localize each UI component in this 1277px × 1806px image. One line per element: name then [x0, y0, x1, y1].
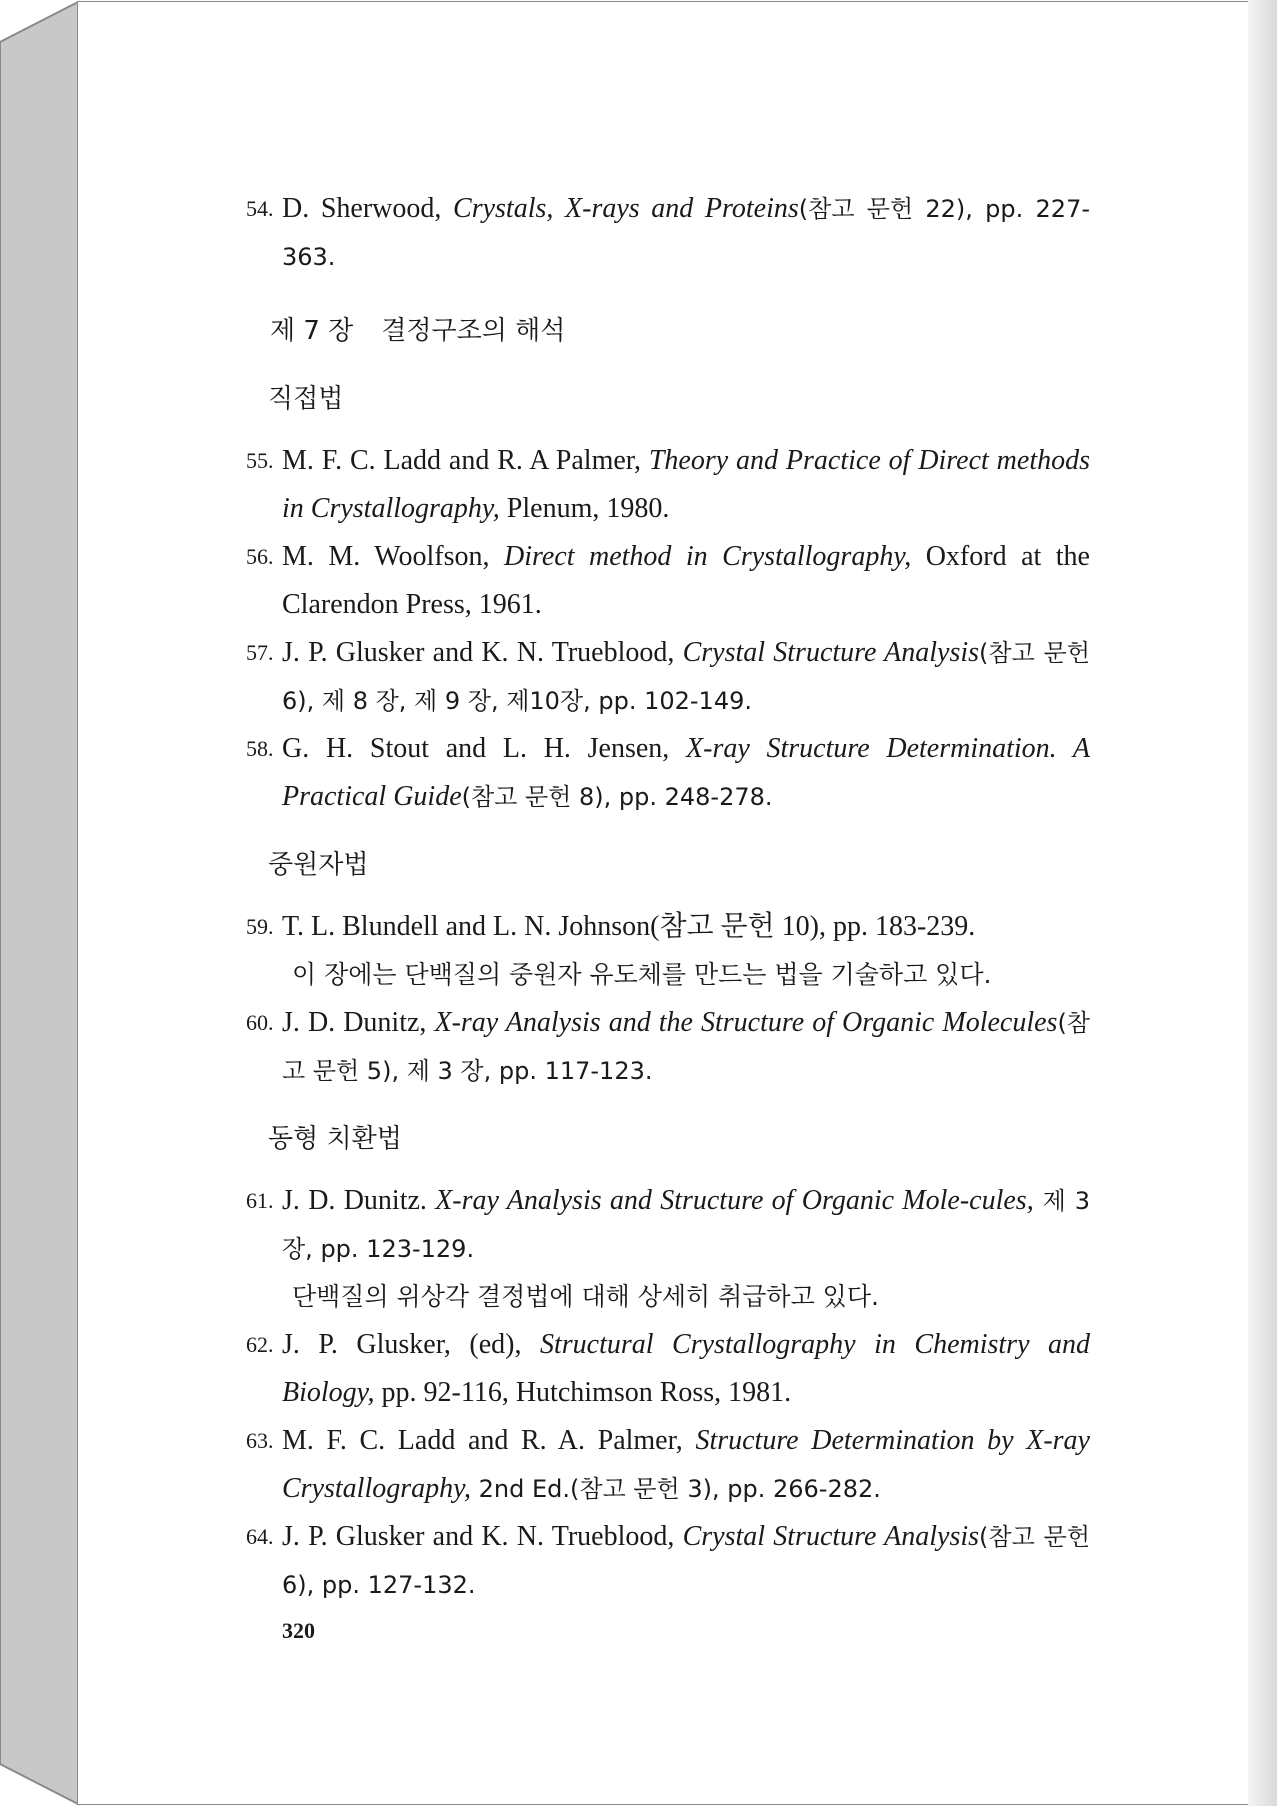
- reference-title: Crystals, X-rays and Proteins: [453, 193, 799, 224]
- reference-title: X-ray Analysis and Structure of Organic Mole-cules,: [435, 1185, 1034, 1216]
- reference-59-note: 이 장에는 단백질의 중원자 유도체를 만드는 법을 기술하고 있다.: [292, 960, 992, 989]
- reference-title: Crystal Structure Analysis: [682, 637, 980, 668]
- page-content: [246, 185, 1090, 1609]
- reference-57: 57. J. P. Glusker and K. N. Trueblood, Crystal Structure Analysis(참고 문헌 6), 제 8 장, 제 9 장, 제10장, pp. 102-149.: [246, 637, 1090, 715]
- section-heading-direct: 직접법: [268, 384, 344, 414]
- reference-58: 58. G. H. Stout and L. H. Jensen, X-ray Structure Determination. A Practical Guide(참고 문헌 8), pp. 248-278.: [246, 733, 1090, 812]
- reference-64: 64. J. P. Glusker and K. N. Trueblood, Crystal Structure Analysis(참고 문헌 6), pp. 127-132.: [246, 1521, 1090, 1599]
- reference-62: 62. J. P. Glusker, (ed), Structural Crystallography in Chemistry and Biology, pp. 92-116, Hutchimson Ross, 1981.: [246, 1329, 1090, 1408]
- reference-title: Crystal Structure Analysis: [682, 1521, 980, 1552]
- reference-title: Direct method in Crystallography,: [503, 541, 912, 572]
- reference-59: 59. T. L. Blundell and L. N. Johnson(참고 문헌 10), pp. 183-239.: [246, 911, 976, 942]
- chapter-heading: [250, 307, 1090, 355]
- reference-60: 60. J. D. Dunitz, X-ray Analysis and the Structure of Organic Molecules(참고 문헌 5), 제 3 장, pp. 117-123.: [246, 1007, 1090, 1085]
- reference-61-note: 단백질의 위상각 결정법에 대해 상세히 취급하고 있다.: [292, 1282, 879, 1311]
- reference-title: X-ray Structure Determination. A Practical Guide: [282, 733, 1090, 812]
- chapter-title: 결정구조의 해석: [381, 316, 566, 346]
- reference-61: 61. J. D. Dunitz. X-ray Analysis and Structure of Organic Mole-cules, 제 3 장, pp. 123-129.: [246, 1185, 1090, 1263]
- reference-55: 55. M. F. C. Ladd and R. A Palmer, Theory and Practice of Direct methods in Crystallography, Plenum, 1980.: [246, 445, 1090, 524]
- chapter-label: 제 7 장: [270, 316, 354, 346]
- reference-56: 56. M. M. Woolfson, Direct method in Crystallography, Oxford at the Clarendon Press, 1961.: [246, 541, 1090, 620]
- section-heading-heavy-atom: 중원자법: [268, 850, 369, 880]
- reference-54: 54. D. Sherwood, Crystals, X-rays and Proteins(참고 문헌 22), pp. 227-363.: [250, 185, 1090, 281]
- reference-title: Structural Crystallography in Chemistry and Biology,: [282, 1329, 1090, 1408]
- reference-title: X-ray Analysis and the Structure of Organic Molecules: [434, 1007, 1058, 1038]
- reference-title: Theory and Practice of Direct methods in Crystallography,: [282, 445, 1090, 524]
- reference-title: Structure Determination by X-ray Crystallography,: [282, 1425, 1090, 1504]
- page-edge-shadow: [1248, 0, 1277, 1806]
- page-number: 320: [282, 1618, 315, 1643]
- reference-number: 54.: [246, 196, 274, 221]
- reference-63: 63. M. F. C. Ladd and R. A. Palmer, Structure Determination by X-ray Crystallography, 2nd Ed.(참고 문헌 3), pp. 266-282.: [246, 1425, 1090, 1504]
- section-heading-isomorphous: 동형 치환법: [268, 1124, 402, 1154]
